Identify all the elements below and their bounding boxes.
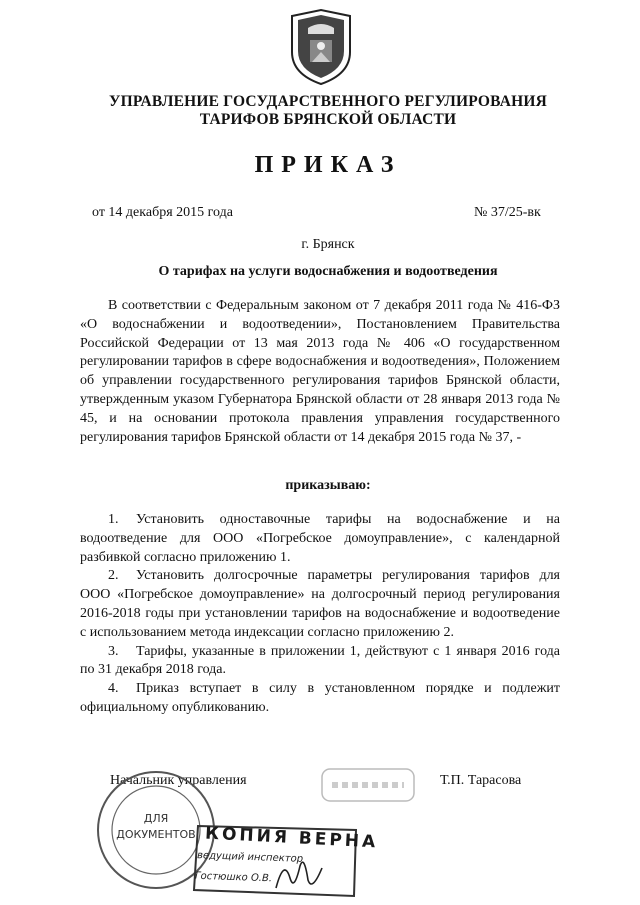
order-item-number: 4.	[108, 681, 119, 697]
order-item-text: Тарифы, указанные в приложении 1, действуют с 1 января 2016 года по 31 декабря 2018 года.	[80, 643, 560, 678]
faint-stamp-icon	[318, 765, 418, 805]
preamble-paragraph: В соответствии с Федеральным законом от 7 декабря 2011 года № 416-ФЗ «О водоснабжении и водоотведении», Постановлением Правительства Российской Федерации от 13 мая 2013 года № 406 «О государственном регулировании тарифов в сфере водоснабжения и водоотведения», Положением об управлении государственного регулирования тарифов Брянской области, утвержденным указом Губернатора Брянской области от 28 января 2013 года № 45, и на основании протокола правления управления государственного регулирования тарифов Брянской области от 14 декабря 2015 года № 37, -	[80, 298, 560, 445]
order-item-text: Установить одноставочные тарифы на водоснабжение и на водоотведение для ООО «Погребское домоуправление», с календарной разбивкой согласно приложению 1.	[80, 512, 560, 565]
round-stamp-text-line2: ДОКУМЕНТОВ	[116, 828, 196, 841]
signatory-position: Начальник управления	[110, 773, 247, 788]
coat-of-arms-icon	[288, 6, 354, 86]
document-date: от 14 декабря 2015 года	[92, 205, 233, 220]
handwritten-signature-icon	[270, 848, 330, 898]
orders-heading: приказываю:	[285, 478, 371, 493]
order-item	[80, 511, 560, 567]
copy-stamp-role: ведущий инспектор	[196, 850, 304, 865]
copy-stamp-label: КОПИЯ ВЕРНА	[204, 823, 379, 853]
order-item	[80, 567, 560, 642]
order-item-number: 1.	[108, 512, 119, 527]
document-number: № 37/25-вк	[474, 205, 541, 220]
copy-stamp-person: Гостюшко О.В.	[194, 870, 273, 885]
order-items-list	[80, 511, 560, 718]
round-stamp-text-line1: ДЛЯ	[143, 812, 169, 825]
order-item-number: 2.	[108, 568, 119, 584]
org-name-line2: ТАРИФОВ БРЯНСКОЙ ОБЛАСТИ	[199, 111, 457, 128]
org-name-line1: УПРАВЛЕНИЕ ГОСУДАРСТВЕННОГО РЕГУЛИРОВАНИЯ	[109, 93, 547, 110]
order-item-text: Приказ вступает в силу в установленном порядке и подлежит официальному опубликованию.	[80, 681, 560, 715]
order-item-number: 3.	[108, 643, 119, 659]
document-city: г. Брянск	[301, 237, 355, 252]
order-item	[80, 680, 560, 718]
order-item	[80, 643, 560, 681]
document-title: ПРИКАЗ	[254, 152, 402, 178]
signatory-name: Т.П. Тарасова	[440, 773, 522, 788]
order-item-text: Установить долгосрочные параметры регулирования тарифов для ООО «Погребское домоуправление» на долгосрочный период регулирования 2016-2018 годы при установлении тарифов на водоснабжение и водоотведение с использованием метода индексации согласно приложению 2.	[80, 568, 560, 640]
document-subject: О тарифах на услуги водоснабжения и водоотведения	[158, 264, 498, 279]
